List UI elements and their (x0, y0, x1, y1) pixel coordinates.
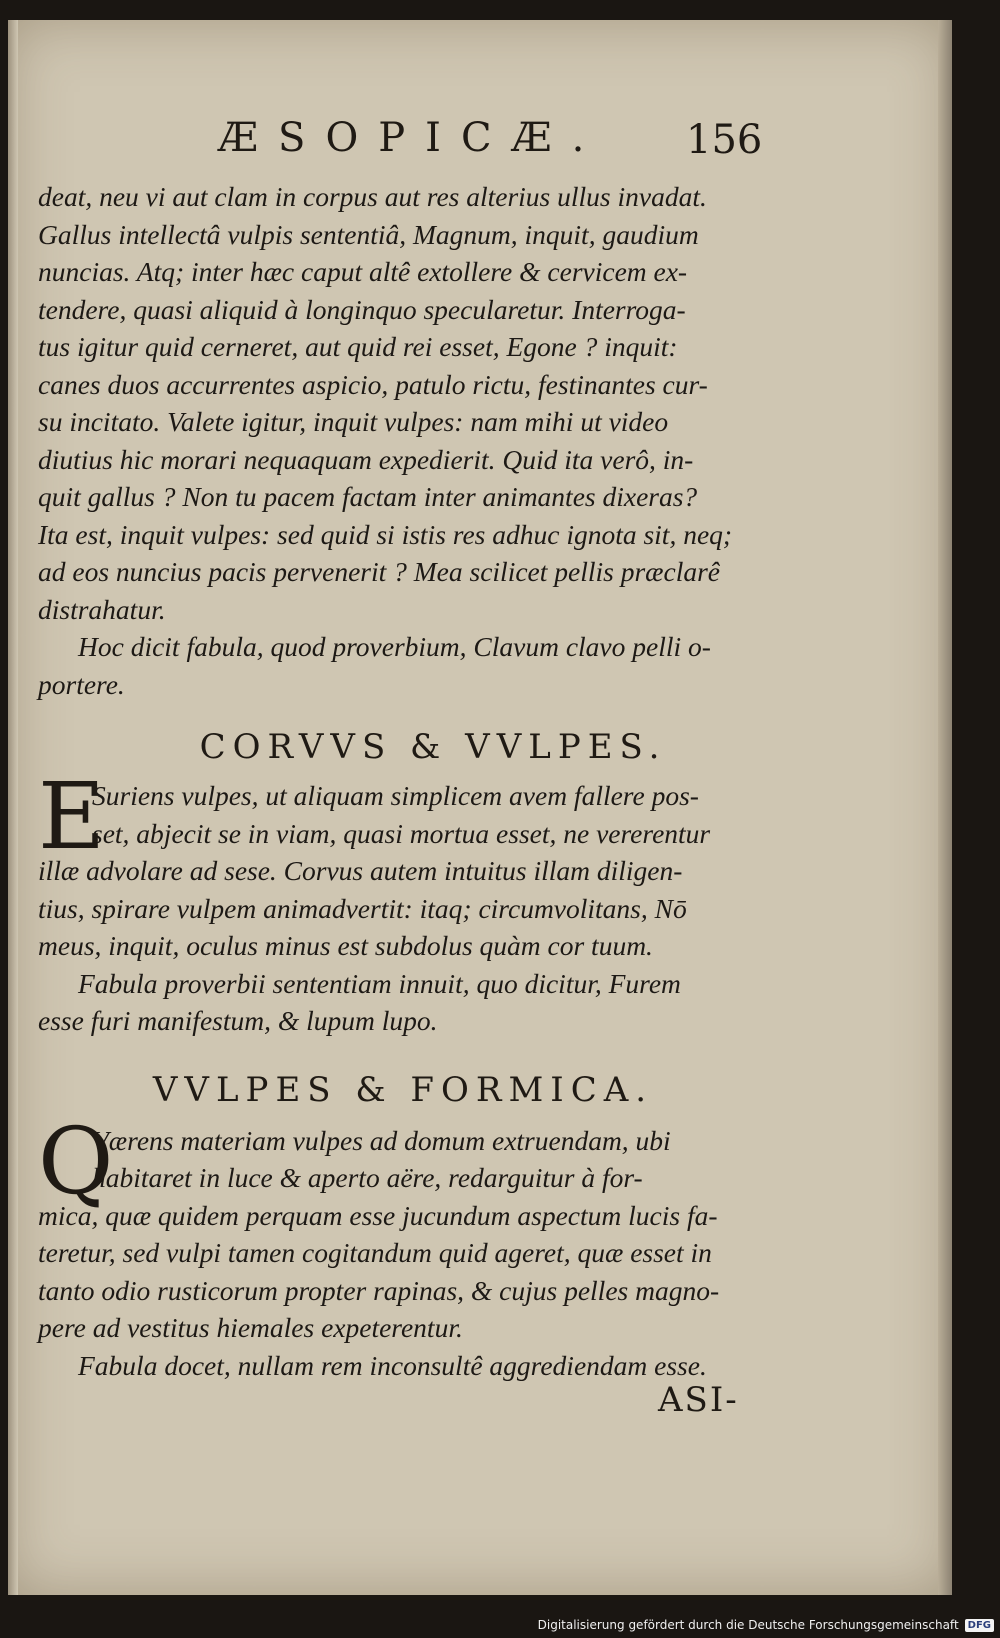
book-page (8, 20, 952, 1595)
text-line: tanto odio rusticorum propter rapinas, & cujus pelles magno- (38, 1274, 720, 1306)
fable3-body (38, 1107, 768, 1385)
text-line: Gallus intellectâ vulpis sententiâ, Magnum, inquit, gaudium (38, 218, 699, 250)
text-line: Suriens vulpes, ut aliquam simplicem avem fallere pos- (92, 780, 699, 811)
text-line: teretur, sed vulpi tamen cogitandum quid ageret, quæ esset in (38, 1237, 712, 1268)
text-line: tus igitur quid cerneret, aut quid rei esset, Egone ? inquit: (38, 331, 678, 362)
text-line: meus, inquit, oculus minus est subdolus quàm cor tuum. (38, 930, 653, 961)
fable2-body (38, 763, 768, 1040)
text-line: pere ad vestitus hiemales expeterentur. (38, 1312, 463, 1343)
text-line: ad eos nuncius pacis pervenerit ? Mea scilicet pellis præclarê (38, 556, 721, 587)
text-line: habitaret in luce & aperto aëre, redarguitur à for- (92, 1162, 643, 1193)
text-line: nuncias. Atq; inter hæc caput altê extollere & cervicem ex- (38, 256, 688, 287)
text-line: tendere, quasi aliquid à longinquo specularetur. Interroga- (38, 293, 686, 325)
text-line: set, abjecit se in viam, quasi mortua esset, ne vererentur (92, 817, 711, 849)
moral-line: Hoc dicit fabula, quod proverbium, Clavum clavo pelli o- (78, 631, 711, 662)
moral-line: Fabula proverbii sententiam innuit, quo dicitur, Furem (78, 967, 681, 999)
text-line: canes duos accurrentes aspicio, patulo rictu, festinantes cur- (38, 368, 708, 400)
text-line: Ita est, inquit vulpes: sed quid si istis res adhuc ignota sit, neq; (38, 518, 733, 550)
text-line: mica, quæ quidem perquam esse jucundum aspectum lucis fa- (38, 1199, 718, 1231)
moral-line: portere. (38, 668, 125, 700)
page-edge-left (8, 20, 18, 1595)
text-line: distrahatur. (38, 593, 166, 625)
text-line: su incitato. Valete igitur, inquit vulpes: nam mihi ut video (38, 406, 669, 437)
moral-line: esse furi manifestum, & lupum lupo. (38, 1005, 438, 1036)
page-header (8, 115, 952, 175)
page-edge-right (938, 20, 952, 1595)
text-line: quit gallus ? Non tu pacem factam inter animantes dixeras? (38, 481, 698, 512)
text-line: illæ advolare ad sese. Corvus autem intuitus illam diligen- (38, 855, 683, 886)
text-line: tius, spirare vulpem animadvertit: itaq; circumvolitans, Nō (38, 892, 687, 924)
drop-cap: E (38, 763, 106, 870)
drop-cap: Q (38, 1107, 114, 1215)
fable-title-corvus: CORVVS & VVLPES. (199, 727, 667, 767)
fable-title-formica: VVLPES & FORMICA. (152, 1069, 654, 1110)
fable1-continuation (38, 178, 768, 628)
moral-line: Fabula docet, nullam rem inconsultê aggrediendam esse. (78, 1349, 707, 1381)
credit-text: Digitalisierung gefördert durch die Deutsche Forschungsgemeinschaft (537, 1618, 959, 1632)
page-number: 156 (686, 117, 763, 163)
catchword: ASI- (658, 1380, 739, 1420)
text-line: diutius hic morari nequaquam expedierit. Quid ita verô, in- (38, 443, 694, 475)
text-line: deat, neu vi aut clam in corpus aut res alterius ullus invadat. (38, 181, 707, 212)
digitization-credit (538, 1614, 994, 1636)
text-line: Værens materiam vulpes ad domum extruendam, ubi (92, 1124, 671, 1156)
dfg-logo: DFG (965, 1619, 994, 1632)
body-text (38, 178, 768, 1384)
running-title: ÆSOPICÆ. (218, 115, 605, 161)
fable1-moral (38, 628, 768, 703)
